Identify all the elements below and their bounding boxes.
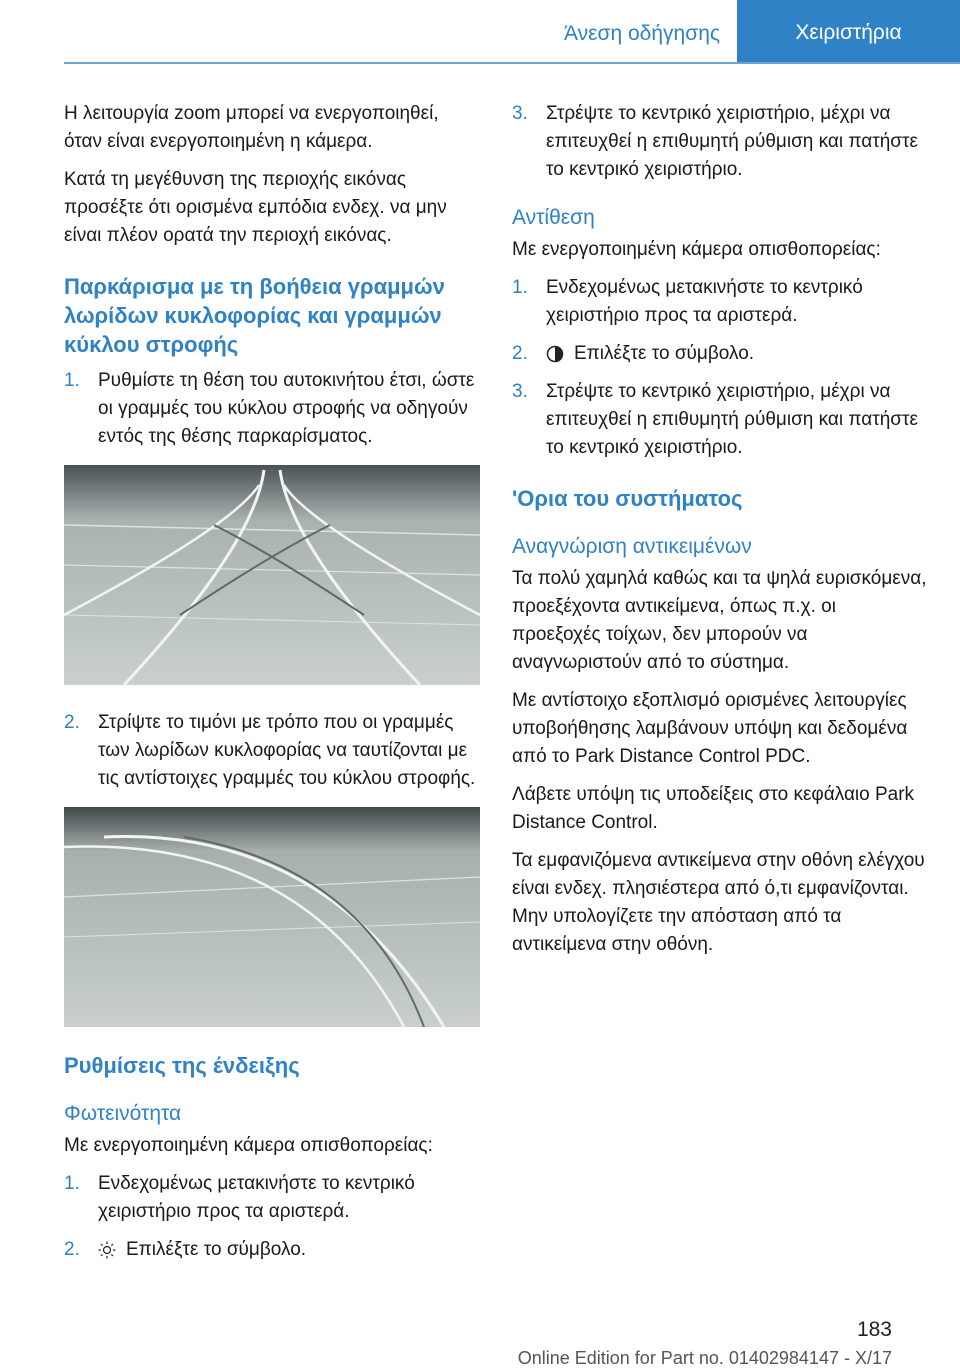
contrast-icon (546, 345, 564, 363)
parking-steps (64, 367, 480, 451)
list-item (512, 378, 928, 462)
list-item (512, 274, 928, 330)
page-header (0, 0, 960, 62)
chapter-tab: Χειριστήρια (737, 0, 960, 62)
list-item (64, 1236, 480, 1264)
list-item (64, 1170, 480, 1226)
camera-turning-circle-image (64, 807, 480, 1027)
list-number: 3. (512, 381, 528, 402)
list-text: Ενδεχομένως μετακινήστε το κεντρικό χειριστήριο προς τα αριστερά. (98, 1173, 415, 1222)
paragraph-zoom-note: Κατά τη μεγέθυνση της περιοχής εικόνας προσέξτε ότι ορισμένα εμπόδια ενδεχ. να μην είναι πλέον ορατά την περιοχή εικόνας. (64, 169, 447, 246)
brightness-steps-continued (512, 100, 928, 184)
right-column (512, 100, 928, 969)
heading-system-limits: 'Ορια του συστήματος (512, 486, 743, 511)
paragraph-zoom: Η λειτουργία zoom μπορεί να ενεργοποιηθεί, όταν είναι ενεργοποιημένη η κάμερα. (64, 103, 439, 152)
list-text: Στρίψτε το τιμόνι με τρόπο που οι γραμμές των λωρίδων κυκλοφορίας να ταυτίζονται με τις αντίστοιχες γραμμές του κύκλου στροφής. (98, 712, 476, 789)
heading-object-detection: Αναγνώριση αντικειμένων (512, 535, 752, 558)
edition-note: Online Edition for Part no. 01402984147 - X/17 (517, 1348, 892, 1368)
list-text: Στρέψτε το κεντρικό χειριστήριο, μέχρι να επιτευχθεί η επιθυμητή ρύθμιση και πατήστε το κεντρικό χειριστήριο. (546, 103, 919, 180)
page-number: 183 (856, 1318, 892, 1341)
list-number: 1. (64, 1173, 80, 1194)
paragraph-detection-4: Τα εμφανιζόμενα αντικείμενα στην οθόνη ελέγχου είναι ενδεχ. πλησιέστερα από ό,τι εμφανίζονται. Μην υπολογίζετε την απόσταση από τα αντικείμενα στην οθόνη. (512, 850, 925, 955)
list-item (64, 709, 480, 793)
heading-brightness: Φωτεινότητα (64, 1102, 182, 1125)
list-number: 2. (512, 343, 528, 364)
page-footer (518, 1318, 892, 1369)
header-rule (64, 62, 960, 64)
list-text: Επιλέξτε το σύμβολο. (574, 343, 755, 364)
sun-icon (98, 1241, 116, 1259)
list-item (64, 367, 480, 451)
paragraph-detection-2: Με αντίστοιχο εξοπλισμό ορισμένες λειτουργίες υποβοήθησης λαμβάνουν υπόψη και δεδομένα από το Park Distance Control PDC. (512, 690, 908, 767)
camera-lane-lines-image (64, 465, 480, 685)
list-item (512, 100, 928, 184)
list-text: Στρέψτε το κεντρικό χειριστήριο, μέχρι να επιτευχθεί η επιθυμητή ρύθμιση και πατήστε το κεντρικό χειριστήριο. (546, 381, 919, 458)
parking-steps-continued (64, 709, 480, 793)
list-number: 2. (64, 712, 80, 733)
list-item (512, 340, 928, 368)
list-number: 3. (512, 103, 528, 124)
contrast-steps (512, 274, 928, 462)
heading-contrast: Αντίθεση (512, 206, 595, 229)
list-number: 1. (512, 277, 528, 298)
paragraph-detection-3: Λάβετε υπόψη τις υποδείξεις στο κεφάλαιο Park Distance Control. (512, 784, 915, 833)
list-number: 2. (64, 1239, 80, 1260)
list-text: Ενδεχομένως μετακινήστε το κεντρικό χειριστήριο προς τα αριστερά. (546, 277, 863, 326)
paragraph-detection-1: Τα πολύ χαμηλά καθώς και τα ψηλά ευρισκόμενα, προεξέχοντα αντικείμενα, όπως π.χ. οι προεξοχές τοίχων, δεν μπορούν να αναγνωριστούν από το σύστημα. (512, 568, 927, 673)
brightness-intro: Με ενεργοποιημένη κάμερα οπισθοπορείας: (64, 1135, 433, 1156)
left-column (64, 100, 480, 1274)
contrast-intro: Με ενεργοποιημένη κάμερα οπισθοπορείας: (512, 239, 881, 260)
section-title: Άνεση οδήγησης (564, 22, 720, 45)
list-text: Ρυθμίστε τη θέση του αυτοκινήτου έτσι, ώστε οι γραμμές του κύκλου στροφής να οδηγούν εντός της θέσης παρκαρίσματος. (98, 370, 475, 447)
list-text: Επιλέξτε το σύμβολο. (126, 1239, 307, 1260)
heading-parking-lines: Παρκάρισμα με τη βοήθεια γραμμών λωρίδων κυκλοφορίας και γραμμών κύκλου στροφής (64, 274, 445, 357)
heading-display-settings: Ρυθμίσεις της ένδειξης (64, 1053, 300, 1078)
list-number: 1. (64, 370, 80, 391)
brightness-steps (64, 1170, 480, 1264)
